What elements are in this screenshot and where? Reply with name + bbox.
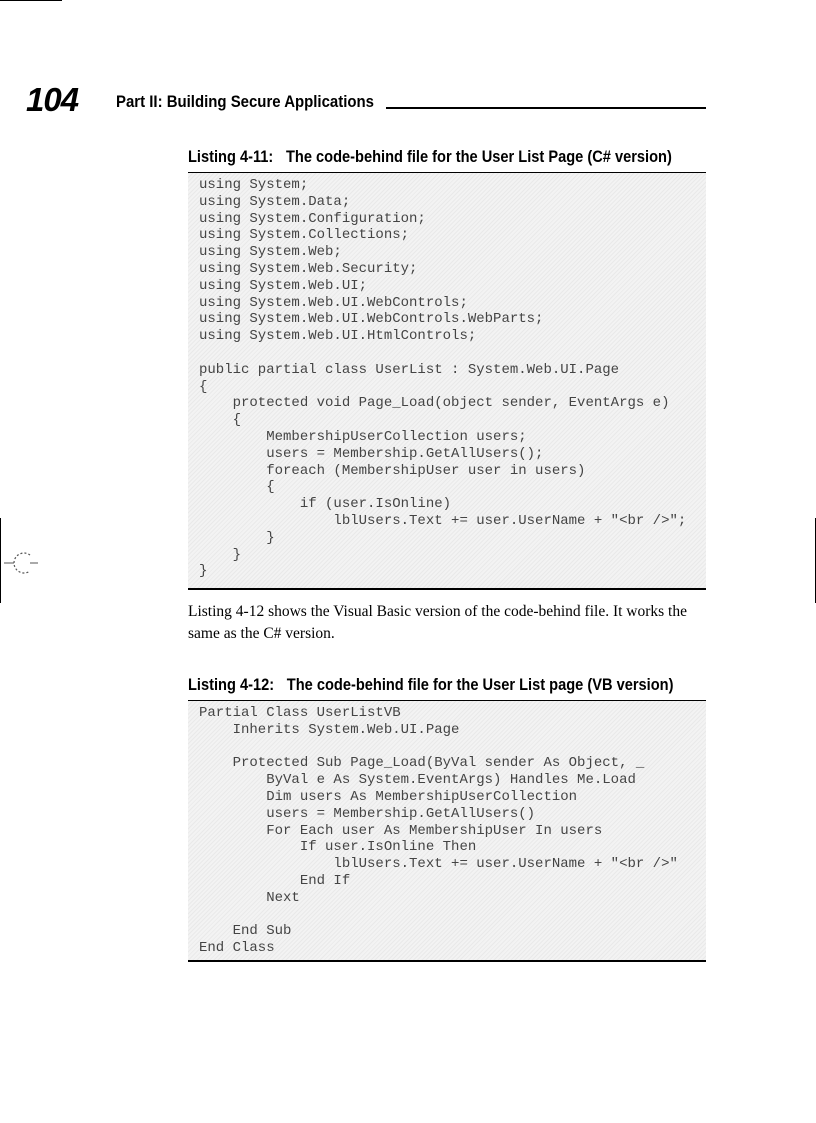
code-line: MembershipUserCollection users;	[199, 428, 527, 445]
code-line: }	[199, 563, 208, 580]
code-line: {	[199, 412, 242, 429]
code-line: Inherits System.Web.UI.Page	[199, 721, 460, 738]
registration-mark-icon	[4, 548, 38, 578]
body-paragraph: Listing 4-12 shows the Visual Basic version of the code-behind file. It works the same as the C# version.	[188, 603, 687, 642]
code-line: using System.Collections;	[199, 227, 410, 244]
corner-rule	[0, 0, 62, 1]
code-line: using System.Web;	[199, 244, 342, 261]
code-line: If user.IsOnline Then	[199, 839, 477, 856]
running-head	[0, 80, 816, 120]
code-line: }	[199, 546, 242, 563]
code-line: using System.Web.UI.WebControls;	[199, 294, 468, 311]
code-line: using System.Web.Security;	[199, 260, 418, 277]
code-line: End If	[199, 872, 351, 889]
code-line	[199, 345, 706, 362]
code-line: using System.Web.UI.HtmlControls;	[199, 328, 477, 345]
code-line: End Class	[199, 940, 275, 957]
left-margin-rule	[0, 518, 1, 603]
listing-number: Listing 4-11:	[188, 147, 274, 166]
listing-title: The code-behind file for the User List Page (C# version)	[285, 147, 672, 166]
code-line: using System.Data;	[199, 193, 351, 210]
code-line: Protected Sub Page_Load(ByVal sender As Object, _	[199, 755, 645, 772]
code-line: using System.Web.UI;	[199, 277, 368, 294]
listing-4-11-caption	[188, 145, 672, 169]
part-title: Part II: Building Secure Applications	[116, 92, 374, 111]
code-line: {	[199, 479, 275, 496]
page-number: 104	[26, 81, 79, 118]
code-line: if (user.IsOnline)	[199, 496, 452, 513]
code-line: For Each user As MembershipUser In users	[199, 822, 603, 839]
code-line: End Sub	[199, 923, 292, 940]
header-rule	[386, 107, 706, 109]
listing-4-12-caption	[188, 673, 673, 697]
code-line: ByVal e As System.EventArgs) Handles Me.Load	[199, 772, 636, 789]
listing-title: The code-behind file for the User List page (VB version)	[286, 675, 674, 694]
code-line: users = Membership.GetAllUsers();	[199, 445, 544, 462]
code-listing-vb	[188, 700, 706, 962]
code-line: lblUsers.Text += user.UserName + "<br />";	[199, 512, 687, 529]
listing-number: Listing 4-12:	[188, 675, 275, 694]
code-line: foreach (MembershipUser user in users)	[199, 462, 586, 479]
code-line: lblUsers.Text += user.UserName + "<br />"	[199, 856, 678, 873]
code-line: users = Membership.GetAllUsers()	[199, 805, 536, 822]
code-line: public partial class UserList : System.Web.UI.Page	[199, 361, 620, 378]
code-line: }	[199, 529, 275, 546]
code-line	[199, 739, 706, 756]
code-line: using System;	[199, 177, 309, 193]
code-line: using System.Configuration;	[199, 210, 426, 227]
code-line: Partial Class UserListVB	[199, 705, 401, 721]
code-line: Dim users As MembershipUserCollection	[199, 788, 578, 805]
code-line: {	[199, 378, 208, 395]
code-listing-csharp	[188, 172, 706, 590]
code-line	[199, 907, 706, 924]
code-line: using System.Web.UI.WebControls.WebParts;	[199, 311, 544, 328]
code-line: Next	[199, 889, 300, 906]
code-line: protected void Page_Load(object sender, EventArgs e)	[199, 395, 670, 412]
